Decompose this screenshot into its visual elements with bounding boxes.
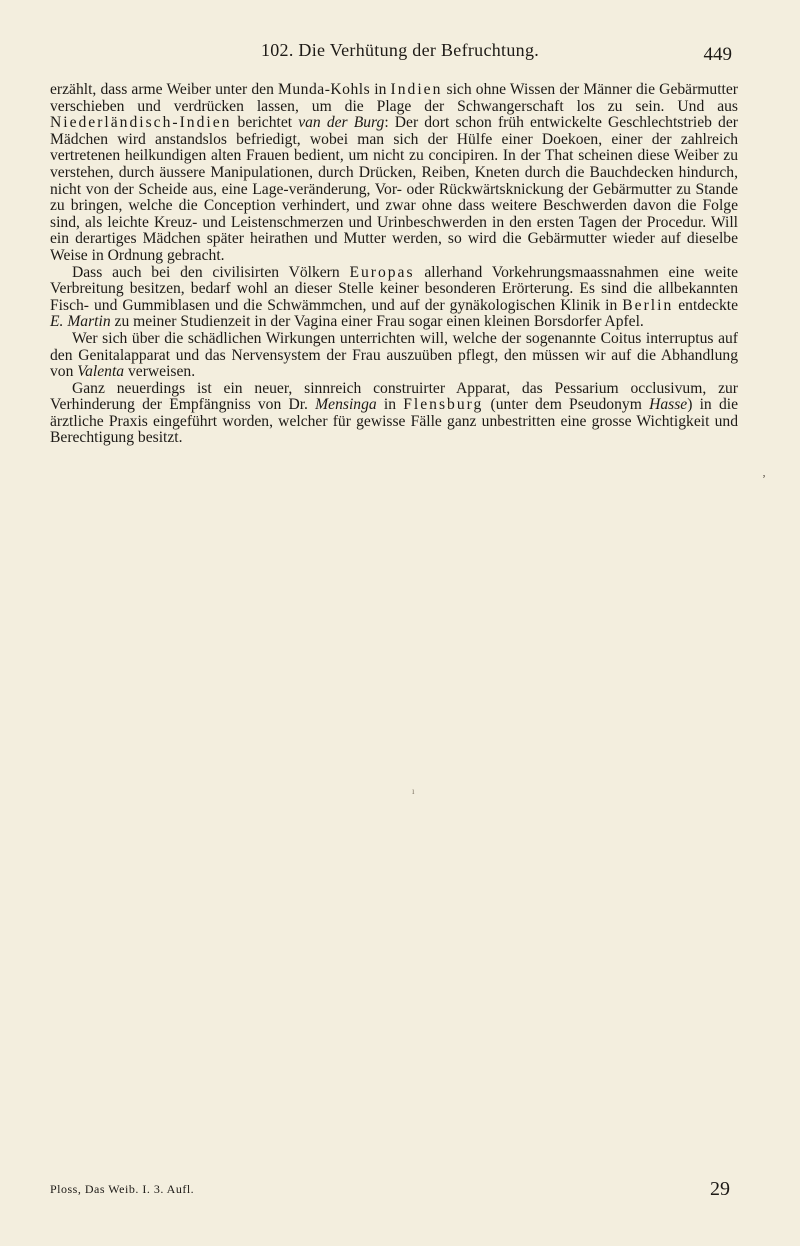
italic-name: Mensinga bbox=[315, 396, 377, 414]
paragraph bbox=[50, 265, 738, 331]
text-run: berichtet bbox=[231, 114, 299, 132]
sheet-number: 29 bbox=[710, 1178, 730, 1200]
paragraph bbox=[50, 381, 738, 447]
text-run: : Der dort schon früh entwickelte Geschlechtstrieb der Mädchen wird anstandslos befriedigt, wobei man sich der Hülfe einer Doekoen, einer der zahlreich vertretenen heilkundigen alten Frauen bedient, um nicht zu concipiren. In der That scheinen diese Weiber zu verstehen, durch äussere Manipulationen, durch Drücken, Reiben, Kneten durch die Bauchdecken hindurch, nicht von der Scheide aus, eine Lage-veränderung, Vor- oder Rückwärtsknickung der Gebärmutter zu Stande zu bringen, welche die Conception verhindert, und zwar ohne dass weitere Beschwerden davon die Folge sind, als leichte Kreuz- und Leistenschmerzen und Urinbeschwerden in den ersten Tagen der Procedur. Will ein derartiges Mädchen später heirathen und Mutter werden, so wird die Gebärmutter wieder auf dieselbe Weise in Ordnung gebracht. bbox=[50, 114, 738, 264]
spaced-place-name: Indien bbox=[390, 81, 443, 98]
text-run: entdeckte bbox=[673, 296, 739, 314]
italic-name: E. Martin bbox=[50, 313, 111, 331]
stray-mark: ı bbox=[412, 786, 415, 796]
text-run: ) in die ärztliche Praxis eingeführt worden, welcher für gewisse Fälle ganz unbestritten eine grosse Wichtigkeit und Berechtigung besitzt. bbox=[50, 396, 738, 447]
text-run: Dass auch bei den civilisirten Völkern bbox=[72, 263, 350, 281]
footer-source: Ploss, Das Weib. I. 3. Aufl. bbox=[50, 1182, 195, 1196]
page-footer bbox=[50, 1178, 738, 1204]
body-text bbox=[50, 82, 738, 447]
text-run: sich ohne Wissen der Männer die Gebärmutter verschieben und verdrücken lassen, um die Plage der Schwangerschaft los zu sein. Und aus bbox=[50, 81, 738, 115]
text-run: (unter dem Pseudonym bbox=[483, 396, 650, 414]
italic-name: van der Burg bbox=[298, 114, 385, 132]
text-run: Wer sich über die schädlichen Wirkungen unterrichten will, welche der sogenannte Coitus interruptus auf den Genitalapparat und das Nervensystem der Frau auszuüben pflegt, den müssen wir auf die Abhandlung von bbox=[50, 329, 738, 381]
text-run: erzählt, dass arme Weiber unter den bbox=[50, 81, 279, 98]
emphasized-name: Munda-Kohls bbox=[278, 81, 371, 98]
italic-name: Hasse bbox=[649, 396, 688, 414]
spaced-place-name: Berlin bbox=[622, 296, 674, 314]
text-run: zu meiner Studienzeit in der Vagina einer Frau sogar einen kleinen Borsdorfer Apfel. bbox=[110, 313, 644, 331]
paragraph bbox=[50, 82, 738, 265]
page-number: 449 bbox=[703, 44, 732, 65]
paragraph bbox=[50, 331, 738, 381]
running-title: 102. Die Verhütung der Befruchtung. bbox=[260, 40, 540, 60]
italic-name: Valenta bbox=[77, 363, 125, 381]
margin-mark: ʼ bbox=[762, 472, 766, 486]
spaced-place-name: Europas bbox=[349, 263, 415, 281]
text-run: Ganz neuerdings ist ein neuer, sinnreich construirter Apparat, das Pessarium occlusivum, zur Verhinderung der Empfängniss von Dr. bbox=[50, 379, 738, 414]
spaced-place-name: Niederländisch-Indien bbox=[50, 114, 232, 132]
spaced-place-name: Flensburg bbox=[403, 396, 484, 414]
running-head bbox=[0, 38, 800, 68]
text-run: allerhand Vorkehrungsmaassnahmen eine weite Verbreitung besitzen, bedarf wohl an dieser Stelle keiner besonderen Erörterung. Es sind die allbekannten Fisch- und Gummiblasen und die Schwämmchen, und auf der gynäkologischen Klinik in bbox=[50, 263, 738, 314]
text-run: in bbox=[376, 396, 404, 414]
text-run: in bbox=[370, 81, 391, 98]
text-run: verweisen. bbox=[124, 363, 196, 381]
